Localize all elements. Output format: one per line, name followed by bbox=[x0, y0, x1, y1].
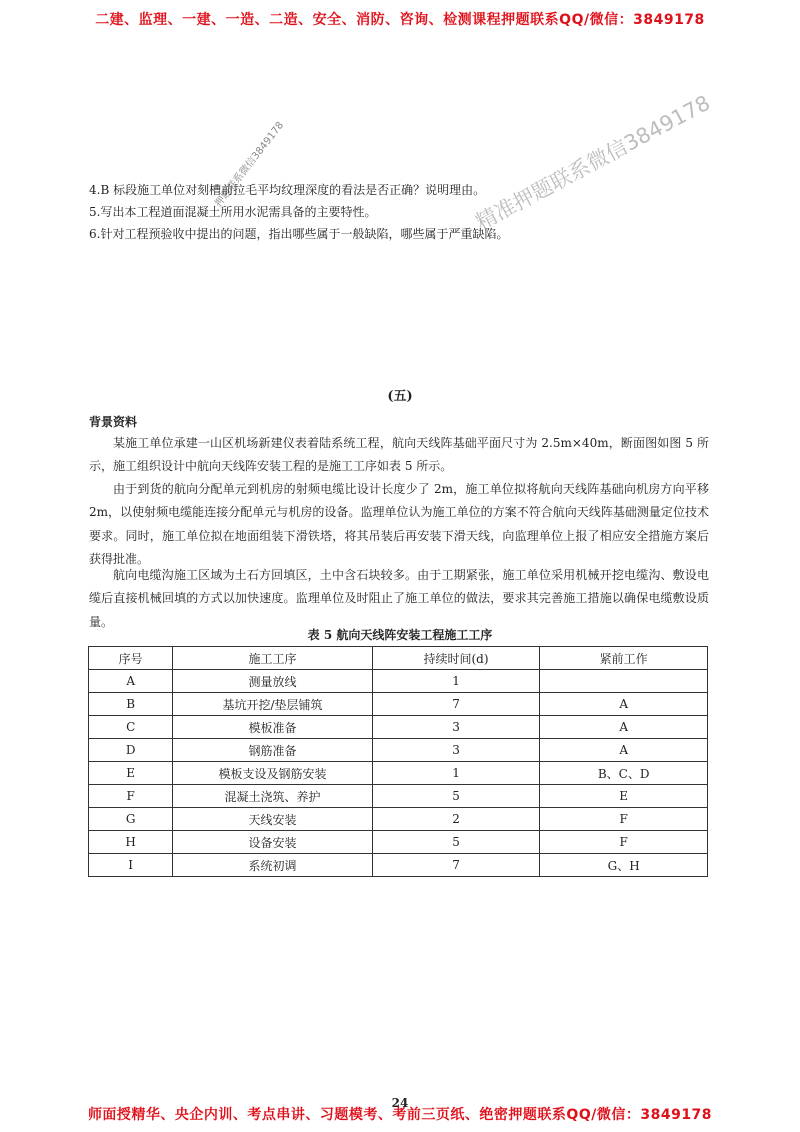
cell-duration: 2 bbox=[372, 808, 540, 831]
cell-process: 模板支设及钢筋安装 bbox=[173, 762, 372, 785]
cell-predecessor: B、C、D bbox=[540, 762, 708, 785]
table-row bbox=[89, 716, 708, 739]
cell-predecessor: A bbox=[540, 693, 708, 716]
cell-predecessor: F bbox=[540, 808, 708, 831]
cell-duration: 1 bbox=[372, 670, 540, 693]
table-header-row bbox=[89, 647, 708, 670]
table-row bbox=[89, 808, 708, 831]
cell-seq: C bbox=[89, 716, 173, 739]
cell-duration: 1 bbox=[372, 762, 540, 785]
cell-process: 混凝土浇筑、养护 bbox=[173, 785, 372, 808]
cell-duration: 5 bbox=[372, 785, 540, 808]
cell-seq: E bbox=[89, 762, 173, 785]
header-process: 施工工序 bbox=[173, 647, 372, 670]
cell-process: 模板准备 bbox=[173, 716, 372, 739]
cell-seq: B bbox=[89, 693, 173, 716]
table-row bbox=[89, 785, 708, 808]
question-6: 6.针对工程预验收中提出的问题，指出哪些属于一般缺陷，哪些属于严重缺陷。 bbox=[89, 227, 509, 241]
cell-process: 系统初调 bbox=[173, 854, 372, 877]
cell-seq: I bbox=[89, 854, 173, 877]
cell-process: 测量放线 bbox=[173, 670, 372, 693]
header-duration: 持续时间(d) bbox=[372, 647, 540, 670]
cell-predecessor: A bbox=[540, 716, 708, 739]
cell-seq: G bbox=[89, 808, 173, 831]
cell-process: 钢筋准备 bbox=[173, 739, 372, 762]
question-5: 5.写出本工程道面混凝土所用水泥需具备的主要特性。 bbox=[89, 205, 377, 219]
top-banner: 二建、监理、一建、一造、二造、安全、消防、咨询、检测课程押题联系QQ/微信：3849178 bbox=[95, 12, 705, 28]
bottom-banner: 师面授精华、央企内训、考点串讲、习题模考、考前三页纸、绝密押题联系QQ/微信：3849178 bbox=[87, 1107, 713, 1123]
cell-duration: 7 bbox=[372, 693, 540, 716]
cell-duration: 3 bbox=[372, 716, 540, 739]
table-row bbox=[89, 831, 708, 854]
process-table bbox=[88, 646, 708, 877]
background-paragraph-3: 航向电缆沟施工区域为土石方回填区，土中含石块较多。由于工期紧张，施工单位采用机械开挖电缆沟、敷设电缆后直接机械回填的方式以加快速度。监理单位及时阻止了施工单位的做法，要求其完善施工措施以确保电缆敷设质量。 bbox=[89, 568, 709, 629]
section-heading: (五) bbox=[387, 389, 413, 404]
cell-process: 基坑开挖/垫层铺筑 bbox=[173, 693, 372, 716]
header-predecessor: 紧前工作 bbox=[540, 647, 708, 670]
question-4: 4.B 标段施工单位对刻槽前拉毛平均纹理深度的看法是否正确？说明理由。 bbox=[89, 183, 486, 197]
cell-process: 天线安装 bbox=[173, 808, 372, 831]
cell-predecessor bbox=[540, 670, 708, 693]
table-row bbox=[89, 739, 708, 762]
background-paragraph-1: 某施工单位承建一山区机场新建仪表着陆系统工程，航向天线阵基础平面尺寸为 2.5m×40m，断面图如图 5 所示，施工组织设计中航向天线阵安装工程的是施工工序如表 5 所示。 bbox=[89, 436, 709, 474]
table-row bbox=[89, 854, 708, 877]
cell-predecessor: A bbox=[540, 739, 708, 762]
cell-seq: D bbox=[89, 739, 173, 762]
background-heading: 背景资料 bbox=[89, 415, 138, 429]
page-number: 24 bbox=[391, 1096, 409, 1110]
cell-predecessor: G、H bbox=[540, 854, 708, 877]
cell-seq: A bbox=[89, 670, 173, 693]
background-paragraph-2: 由于到货的航向分配单元到机房的射频电缆比设计长度少了 2m，施工单位拟将航向天线阵基础向机房方向平移 2m，以使射频电缆能连接分配单元与机房的设备。监理单位认为施工单位的方案不符合航向天线阵基础测量定位技术要求。同时，施工单位拟在地面组装下滑铁塔，将其吊装后再安装下滑天线，向监理单位上报了相应安全措施方案后获得批准。 bbox=[89, 482, 709, 566]
cell-seq: H bbox=[89, 831, 173, 854]
header-seq: 序号 bbox=[89, 647, 173, 670]
cell-predecessor: E bbox=[540, 785, 708, 808]
table-caption: 表 5 航向天线阵安装工程施工工序 bbox=[307, 628, 493, 642]
watermark-small: 押题联系微信3849178 bbox=[213, 120, 287, 210]
cell-duration: 5 bbox=[372, 831, 540, 854]
table-row bbox=[89, 693, 708, 716]
watermark-large: 精准押题联系微信3849178 bbox=[471, 90, 715, 235]
cell-duration: 7 bbox=[372, 854, 540, 877]
cell-process: 设备安装 bbox=[173, 831, 372, 854]
cell-predecessor: F bbox=[540, 831, 708, 854]
table-row bbox=[89, 762, 708, 785]
cell-seq: F bbox=[89, 785, 173, 808]
cell-duration: 3 bbox=[372, 739, 540, 762]
table-row bbox=[89, 670, 708, 693]
